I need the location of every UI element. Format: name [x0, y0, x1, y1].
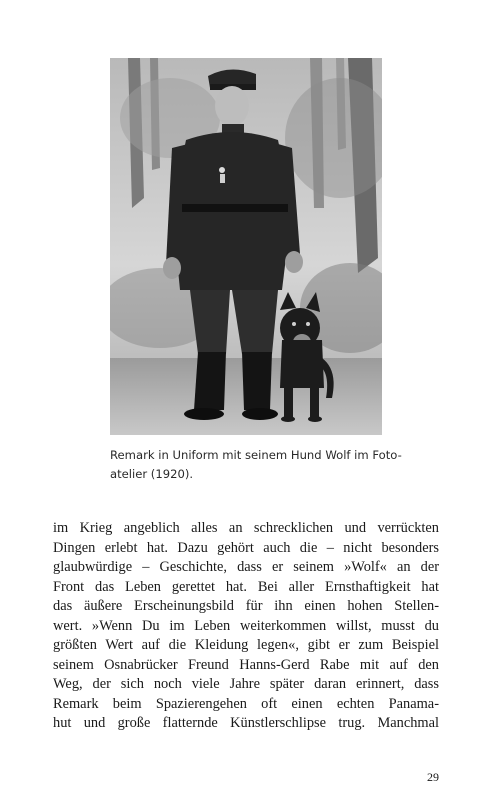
text-line: hut und große flatternde Künstlerschlipse trug. Manchmal: [53, 715, 439, 731]
text-line: Weg, der sich noch viele Jahre später daran erinnert, dass: [53, 676, 439, 692]
caption-line: atelier (1920).: [110, 467, 194, 481]
text-line: wert. »Wenn Du im Leben weiterkommen willst, musst du: [53, 617, 439, 634]
text-line: das äußere Erscheinungsbild für ihn einen hohen Stellen-: [53, 598, 439, 614]
photo-soldier-with-dog: [110, 58, 382, 435]
text-line: Front das Leben gerettet hat. Bei aller Ernsthaftigkeit hat: [53, 578, 439, 595]
text-line: größten Wert auf die Kleidung legen«, gibt er zum Beispiel: [53, 637, 439, 653]
caption-line: Remark in Uniform mit seinem Hund Wolf im Foto-: [110, 448, 402, 462]
body-paragraph: [53, 519, 439, 734]
text-line: seinem Osnabrücker Freund Hanns-Gerd Rabe mit auf den: [53, 656, 439, 673]
photo-caption: [110, 446, 402, 484]
text-line: Dingen erlebt hat. Dazu gehört auch die – nicht besonders: [53, 539, 439, 556]
page-number: 29: [427, 770, 439, 784]
text-line: im Krieg angeblich alles an schrecklichen und verrückten: [53, 520, 439, 536]
text-line: glaubwürdige – Geschichte, dass er seinem »Wolf« an der: [53, 559, 439, 575]
historical-photograph: [110, 58, 382, 435]
text-line: Remark beim Spazierengehen oft einen echten Panama-: [53, 695, 439, 712]
